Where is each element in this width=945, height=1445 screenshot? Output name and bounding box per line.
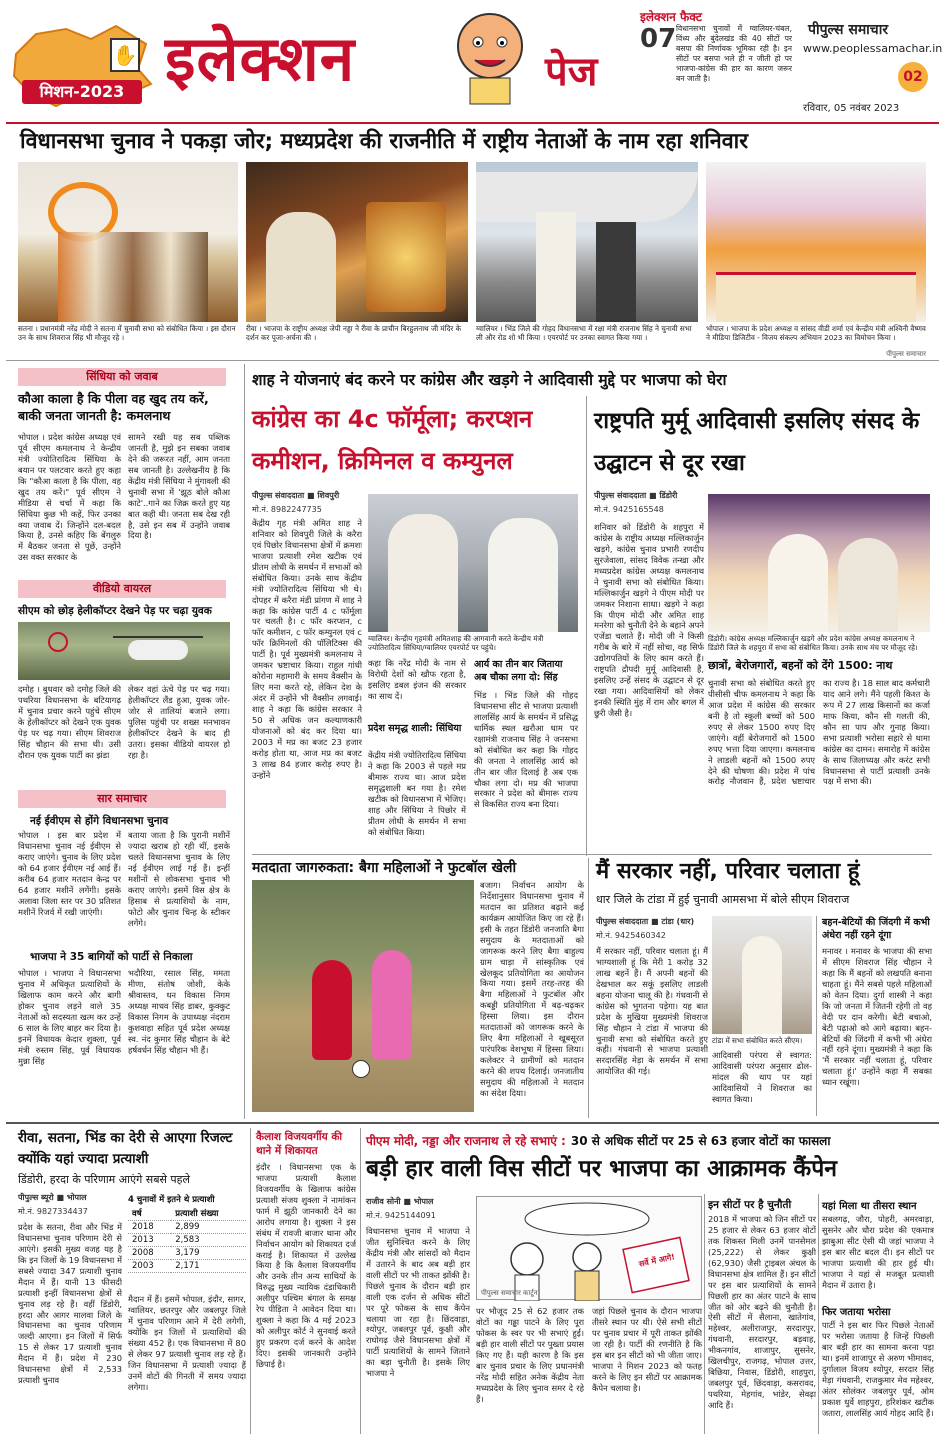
page-number: 02 (898, 62, 928, 92)
dhar-byline: पीपुल्स संवाददाता ■ टांडा (धार) (596, 917, 695, 926)
scindia-headline: कौआ काला है कि पीला वह खुद तय करें, बाकी जनता जानती है: कमलनाथ (18, 391, 209, 423)
website-link[interactable]: www.peoplessamachar.in (803, 42, 943, 55)
campaign-mob: मो.नं. 9425144091 (366, 1211, 436, 1220)
congress-4c-headline: कांग्रेस का 4c फॉर्मूला; करप्शन कमीशन, क्रिमिनल व कम्युनल (252, 405, 533, 475)
fact-heading: इलेक्शन फैक्ट (640, 10, 702, 24)
center-kicker: शाह ने योजनाएं बंद करने पर कांग्रेस और खड़गे ने आदिवासी मुद्दे पर भाजपा को घेरा (252, 371, 727, 389)
table-header-row (128, 1207, 246, 1221)
dhar-side-body: मनावर । मनावर के भाजपा की सभा में सीएम शिवराज सिंह चौहान ने कहा कि मैं बहनों को लखपति बनाना चाहता हूं। मैंने सबसे पहले महिलाओं को वेतन दिया। दुर्गा शास्त्री ने कहा कि जो जनता में जितनी रहेगी तो वह वेदी पर दान करेगी। बेटी बचाओ, बेटी पढ़ाओ को आगे बढ़ाया। बहन-बेटियों की जिंदगी में कभी भी अंधेरा नहीं रहने दूंगा। मुख्यमंत्री ने कहा कि 'मैं सरकार नहीं चलाता हूं, परिवार चलाता हूं।' उन्होंने कहा मैं सबका ध्यान रखूंगा। (822, 946, 932, 1088)
caption-gwalior: ग्वालियर । भिंड जिले की गोहद विधानसभा में रक्षा मंत्री राजनाथ सिंह ने चुनावी सभा ली और रोड शो भी किया । एयरपोर्ट पर उनका स्वागत किया गया । (476, 324, 692, 342)
seats-body: 2018 में भाजपा को जिन सीटों पर 25 हजार से लेकर 63 हजार वोटों तक शिकस्त मिली उनमें पानसेमल (25,222) से लेकर कुक्षी (62,930) जैसी ट्राइबल अंचल के विधानसभा क्षेत्र शामिल हैं। इन सीटों पर इस बार प्रत्याशियों के सामने पिछली हार का अंतर पाटने के साथ जीत को ओर बढ़ने की चुनौती है। ऐसी सीटों में सैलाना, खातेगांव, महेश्वर, अलीराजपुर, सरदारपुर, गंधवानी, सरदारपुर, बड़वाह, भीकनगांव, शाजापुर, सुसनेर, खिलचीपुर, राजगढ़, भोपाल उत्तर, बिछिया, निवास, डिंडोरी, शाहपुरा, जबलपुर पूर्व, छिंदवाड़ा, कसरावद, पथरिया, मेहगांव, भांडेर, सेवढ़ा आदि हैं। (708, 1214, 816, 1410)
table-row (128, 1247, 246, 1260)
table-cell-year: 2003 (128, 1260, 171, 1273)
center-divider (586, 396, 587, 856)
campaign-body-2: पर भौजूद 25 से 62 हजार तक वोटों का गड्ढा पाटने के लिए पूरा फोकस के स्वर पर भी सभाएं हुईं। बड़ी हार वाली सीटों पर पुख्ता प्रयास किए गए हैं। यही कारण है कि इस बार चुनाव प्रचार के लिए प्रधानमंत्री नरेंद्र मोदी सहित अनेक केंद्रीय नेता मध्यप्रदेश के लिए चुनाव समर दे रहे हैं। (476, 1306, 584, 1404)
mission-badge: मिशन-2023 (22, 80, 142, 104)
video-tag: वीडियो वायरल (18, 580, 226, 598)
table-cell-count: 2,583 (171, 1234, 246, 1247)
masthead-divider (6, 122, 939, 124)
campaign-byline: राजीव सोनी ■ भोपाल (366, 1197, 434, 1206)
evm-body-2: बताया जाता है कि पुरानी मशीनें ज्यादा खराब हो रही थीं, इसके चलते विधानसभा चुनाव के लिए नई ईवीएम लाई गई हैं। इन्हीं मशीनों से लोकसभा चुनाव भी कराए जाएंगे। इसमें विस क्षेत्र के हिसाब से प्रत्याशियों के नाम, फोटो और चुनाव चिन्ह के स्टीकर लगेंगे। (128, 830, 230, 928)
arya-sub-heading: आर्य का तीन बार जिताया अब चौका लगा दो: सिंह (474, 659, 563, 683)
shivraj-caption: टांडा में सभा संबोधित करते सीएम। (712, 1036, 803, 1045)
murmu-headline: राष्ट्रपति मुर्मू आदिवासी इसलिए संसद के उद्घाटन से दूर रखा (594, 408, 920, 476)
issue-date: रविवार, 05 नवंबर 2023 (803, 103, 900, 114)
photo-bhopal (706, 162, 926, 322)
table-row (128, 1260, 246, 1273)
publisher-name: पीपुल्स समाचार (808, 22, 889, 38)
dhar-mob: मो.नं. 9425460342 (596, 931, 666, 940)
video-body-1: दमोह । बुधवार को दमोह जिले की पथरिया विधानसभा के बटियागढ़ में चुनाव प्रचार करने पहुंचे सीएम के हेलीकॉप्टर को देखने एक युवक पेड़ पर चढ़ गया। सीएम शिवराज सिंह चौहान की सभा थी। उसी दौरान एक युवक पार्टी का झंडा (18, 684, 121, 760)
seats-headline: इन सीटों पर है चुनौती (708, 1199, 792, 1211)
table-cell-count: 2,899 (171, 1221, 246, 1234)
shivpuri-mob: मो.नं. 8982247735 (252, 505, 322, 514)
cartoon-label: पीपुल्स समाचार कार्टून (481, 1289, 538, 1297)
photo-shah-scindia (368, 494, 578, 632)
evm-headline: नई ईवीएम से होंगे विधानसभा चुनाव (30, 815, 169, 827)
dhar-subheading: धार जिले के टांडा में हुई चुनावी आमसभा में बोले सीएम शिवराज (596, 893, 850, 906)
dhar-headline: मैं सरकार नहीं, परिवार चलाता हूं (596, 859, 860, 884)
table-cell-count: 3,179 (171, 1247, 246, 1260)
table-row (128, 1221, 246, 1234)
scindia-sub-heading: प्रदेश समृद्ध शाली: सिंधिया (368, 723, 462, 734)
football-body: बजाग। निर्वाचन आयोग के निर्देशानुसार विधानसभा चुनाव में मतदान का प्रतिशत बढ़ाने कई कार्यक्रम आयोजित किए जा रहे हैं। इसी के तहत डिंडोरी जनजाति बैगा समुदाय के मतदाताओं को जागरूक करने लिए बैगा बाहुल्य ग्राम चाड़ा में सांस्कृतिक एवं खेलकूद प्रतियोगिता का आयोजन किया गया। इसमें तरह-तरह की बैगा महिलाओं ने फुटबॉल और कबड्डी प्रतियोगिता में बढ़-चढ़कर हिस्सा लिया। इस दौरान मतदाताओं को जागरूक करने के लिए बैगा महिलाओं ने खूबसूरत पारंपरिक वेशभूषा में हिस्सा लिया। कलेक्टर ने ग्रामीणों को मतदान करने की शपथ दिलाई। जनजातीय समुदाय की महिलाओं ने मतदान का संदेश दिया। (480, 880, 584, 1098)
bottom-divider (6, 1122, 939, 1124)
arya-body: भिंड । भिंड जिले की गोहद विधानसभा सीट से भाजपा प्रत्याशी लालसिंह आर्य के समर्थन में प्रसिद्ध धार्मिक स्थल खरौआ धाम पर रक्षामंत्री राजनाथ सिंह ने जनसभा को संबोधित कर कहा कि गोहद की जनता ने लालसिंह आर्य को तीन बार जीत दिलाई है अब एक चौका लगा दो। मप्र की भाजपा सरकार ने प्रदेश को बीमारू राज्य से विकसित राज्य बना दिया। (474, 690, 578, 810)
result-byline: पीपुल्स ब्यूरो ■ भोपाल (18, 1193, 87, 1202)
trust-again-body: पार्टी ने इस बार फिर पिछले नेताओं पर भरोसा जताया है जिन्हें पिछली बार बड़ी हार का सामना करना पड़ा था। इनमें शाजापुर से अरुण भीमावद, दुर्गालाल विजय श्योपुर, सरदार सिंह मेड़ा गंधवानी, राजकुमार मेव महेश्वर, अंतर सोलंकर जबलपुर पूर्व, ओम प्रकाश धुर्वे शाहपुरा, हरिशंकर खटीक जतारा, लालसिंह आर्य गोहद आदि हैं। (822, 1320, 934, 1418)
top-divider (6, 360, 939, 361)
fact-number: 07 (640, 24, 677, 54)
table-header-count: प्रत्याशी संख्या (171, 1207, 246, 1221)
result-divider (250, 1128, 251, 1434)
result-mob: मो.नं. 9827334437 (18, 1207, 88, 1216)
campaign-body-3: जहां पिछले चुनाव के दौरान भाजपा तीसरे स्थान पर थी। ऐसे सभी सीटों पर चुनाव प्रचार में पूरी ताकत झोंकी जा रही है। पार्टी की रणनीति है कि इस बार इन सीटों को भी जीता जाए। भाजपा ने मिशन 2023 को फतह करने के लिए इन सीटों पर आक्रामक कैंपेन चलाया है। (592, 1306, 702, 1393)
dhar-body: मैं सरकार नहीं, परिवार चलाता हूं। मैं भाग्यशाली हूं कि मेरी 1 करोड़ 32 लाख बहनें हैं। मैं अपनी बहनों की देखभाल कर सकूं इसलिए लाडली बहना योजना चालू की है। गंधवानी से कांग्रेस को भुगतना पड़ेगा। यह बात प्रदेश के मुखिया मुख्यमंत्री शिवराज सिंह चौहान ने टांडा में भाजपा की चुनावी सभा को संबोधित करते हुए कही। गंधवानी से भाजपा प्रत्याशी सरदारसिंह मेड़ा के समर्थन में सभा आयोजित की गई। (596, 946, 708, 1077)
masthead (0, 0, 945, 122)
campaign-headline: बड़ी हार वाली विस सीटों पर भाजपा का आक्रामक कैंपेन (366, 1156, 838, 1182)
table-cell-count: 2,171 (171, 1260, 246, 1273)
caption-bhopal: भोपाल । भाजपा के प्रदेश अध्यक्ष व सांसद वीडी शर्मा एवं केन्द्रीय मंत्री अश्विनी वैष्णव ने मीडिया डिजिटीव - विजय संकल्प अभियान 2023 का विमोचन किया । (706, 324, 926, 342)
dindori-mob: मो.नं. 9425165548 (594, 505, 664, 514)
photo-rewa (246, 162, 468, 322)
football-divider (588, 858, 589, 1118)
result-body-1: प्रदेश के सतना, रीवा और भिंड में विधानसभा चुनाव परिणाम देरी से आएंगे। इसकी मुख्य वजह यह है कि इन जिलों के 19 विधानसभा में सबसे ज्यादा 347 प्रत्याशी चुनाव मैदान में हैं। यानी 13 फीसदी प्रत्याशी इन्हीं विधानसभा क्षेत्रों से चुनाव लड़ रहे हैं। वहीं डिंडोरी, हरदा और आगर मालवा जिले के विधानसभा का चुनाव परिणाम जल्दी आएगा। इन जिलों में सिर्फ 15 से लेकर 17 प्रत्याशी चुनाव मैदान में हैं। प्रदेश में 230 विधानसभा क्षेत्रों में 2,533 प्रत्याशी चुनाव (18, 1222, 122, 1386)
caption-rewa: रीवा । भाजपा के राष्ट्रीय अध्यक्ष जेपी नड्डा ने रीवा के प्राचीन बिरहुलनाथ जी मंदिर के दर्शन कर पूजा-अर्चना की । (246, 324, 462, 342)
table-cell-year: 2018 (128, 1221, 171, 1234)
scindia-body-2: सामने रखी यह सब पब्लिक जानती है, मुझे इन सबका जवाब देने की जरूरत नहीं, आम जनता सब जानती है। उल्लेखनीय है कि केंद्रीय मंत्री सिंधिया ने मुंगावली की चुनावी सभा में 'झूठ बोले कौआ काटे'..गाने का जिक्र करते हुए यह बात कही थी। जनता सब देख रही है, उसे इन सब में उन्होंने जवाब दिया है। (128, 432, 230, 541)
cartoon-sign-text: सर्वे में आगे! (638, 1252, 676, 1269)
fact-text: विधानसभा चुनावों में ग्वालियर-चंबल, विंध्य और बुंदेलखंड की 40 सीटों पर बसपा की निर्णायक भूमिका रही है। इन सीटों पर बसपा भले ही न जीती हो पर भाजपा-कांग्रेस की हार का कारण जरूर बन जाती है। (676, 24, 792, 84)
expel-body-2: भदौरिया, रसाल सिंह, ममता मीणा, संतोष जोशी, केके श्रीवास्तव, धन विकास निगम अध्यक्ष माधव सिंह डाबर, कुक्कुट विकास निगम के उपाध्यक्ष नंदराम कुशवाहा सहित पूर्व प्रदेश अध्यक्ष स्व. नंद कुमार सिंह चौहान के बेटे हर्षवर्धन सिंह चौहान भी हैं। (128, 968, 230, 1055)
photo-helicopter (18, 622, 230, 680)
photo-shivraj (712, 916, 812, 1034)
video-body-2: लेकर वहां ऊंचे पेड़ पर चढ़ गया। हेलीकॉप्टर लैंड हुआ, युवक जोर-जोर से तालियां बजाने लगा। पुलिस पहुंची पर शख्स मनभावन हेलीकॉप्टर देखने के बाद ही उतरा। इसका वीडियो वायरल हो रहा है। (128, 684, 230, 760)
top-credit: पीपुल्स समाचार (886, 350, 926, 358)
dhar-body-2: आदिवासी परंपरा से स्वागत: आदिवासी परंपरा अनुसार ढोल-मांदल की थाप पर यहां आदिवासियों ने शिवराज का स्वागत किया। (712, 1050, 812, 1104)
caption-satna: सतना । प्रधानमंत्री नरेंद्र मोदी ने सतना में चुनावी सभा को संबोधित किया । इस दौरान उन के साथ शिवराज सिंह भी मौजूद रहे । (18, 324, 236, 342)
dindori-byline: पीपुल्स संवाददाता ■ डिंडोरी (594, 491, 678, 500)
shah-middle-body: कहा कि नरेंद्र मोदी के नाम से विरोधी देशों को खौफ रहता है, इसलिए डबल इंजन की सरकार का साथ दें। (368, 658, 466, 701)
campaign-kicker-row (366, 1130, 936, 1152)
left-col-divider (244, 364, 245, 1119)
candidates-table-box (128, 1194, 246, 1290)
photo-satna (18, 162, 238, 322)
scindia-tag: सिंधिया को जवाब (18, 368, 226, 386)
top-headline: विधानसभा चुनाव ने पकड़ा जोर; मध्यप्रदेश की राजनीति में राष्ट्रीय नेताओं के नाम रहा शनिवार (20, 129, 749, 154)
scindia-body-1: भोपाल । प्रदेश कांग्रेस अध्यक्ष एवं पूर्व सीएम कमलनाथ ने केन्द्रीय मंत्री ज्योतिरादित्य सिंधिया के बयान पर पलटवार करते हुए कहा कि "कौआ काला है कि पीला, वह खुद तय करें।" पूर्व सीएम ने मीडिया से चर्चा में कहा कि सिंधिया कुछ भी कहें, फिर उनका क्या जवाब दें। जिन्होंने दल-बदल किया है, उनसे कहिए कि बेंगलुरु में बैठकर जनता से पूछें, उन्होंने उस वक्त सरकार के (18, 432, 121, 562)
saar-tag: सार समाचार (18, 790, 226, 808)
result-subheading: डिंडोरी, हरदा के परिणाम आएंगे सबसे पहले (18, 1173, 190, 1186)
third-place-headline: यहां मिला था तीसरा स्थान (822, 1201, 917, 1212)
table-cell-year: 2013 (128, 1234, 171, 1247)
title-right: पेज (545, 49, 598, 95)
shah-photo-caption: ग्वालियर। केन्द्रीय गृहमंत्री अमितशाह की आगवानी करते केन्द्रीय मंत्री ज्योतिरादित्य सिंधिया/ग्वालियर एयरपोर्ट पर पहुंचे। (368, 634, 544, 652)
left-column (18, 364, 238, 1119)
cartoon-drawing-icon (477, 1197, 703, 1301)
expel-body-1: भोपाल । भाजपा ने विधानसभा चुनाव में अधिकृत प्रत्याशियों के खिलाफ काम करने और बागी होकर चुनाव लड़ने वाले 35 नेताओं को सदस्यता खत्म कर उन्हें 6 साल के लिए बाहर कर दिया है। इनमें विधायक केदार शुक्ला, पूर्व मंत्री रुस्तम सिंह, पूर्व विधायक मुन्ना सिंह (18, 968, 121, 1066)
center-bottom-divider (252, 854, 932, 855)
third-place-body: सबलगढ़, जौरा, पोहरी, अमरवाड़ा, सुसनेर और धौरा प्रदेश की एकमात्र झाबुआ सीट ऐसी थी जहां भाजपा ने इस बार सीट बदल दी। इन सीटों पर भाजपा प्रत्याशी की हार हुई थी। भाजपा ने यहां से मजबूत प्रत्याशी मैदान में उतारा है। (822, 1214, 934, 1290)
video-headline: सीएम को छोड़ हेलीकॉप्टर देखने पेड़ पर चढ़ा युवक (18, 605, 212, 617)
dhar-side-headline: बहन-बेटियों की जिंदगी में कभी अंधेरा नहीं रहने दूंगा (822, 917, 930, 941)
seats-divider (704, 1194, 705, 1434)
table-cell-year: 2008 (128, 1247, 171, 1260)
result-body-2: मैदान में हैं। इसमें भोपाल, इंदौर, सागर, ग्वालियर, छतरपुर और जबलपुर जिले में चुनाव परिणाम आने में देरी लगेगी, क्योंकि इन जिलों में प्रत्याशियों की संख्या 452 है। एक विधानसभा में 80 से लेकर 97 प्रत्याशी चुनाव लड़ रहे हैं। जिन विधानसभा में प्रत्याशी ज्यादा हैं उनमें वोटों की गिनती में समय ज्यादा लगेगा। (128, 1294, 246, 1392)
photo-gwalior (476, 162, 698, 322)
candidates-table (128, 1207, 246, 1273)
kailash-divider (360, 1128, 361, 1434)
shivpuri-byline: पीपुल्स संवाददाता ■ शिवपुरी (252, 491, 340, 500)
shah-body: केंद्रीय गृह मंत्री अमित शाह ने शनिवार को शिवपुरी जिले के करैरा एवं पिछोर विधानसभा क्षेत्रों में क्रमशः भाजपा प्रत्याशी रमेश खटीक एवं प्रीतम लोधी के समर्थन में सभाओं को संबोधित किया। उनके साथ केंद्रीय मंत्री ज्योतिरादित्य सिंधिया भी थे। दोपहर में करैरा मंडी प्रांगण में शाह ने कहा कि कांग्रेस पार्टी 4 c फॉर्मूला पर चलती है। c फॉर करप्शन, c फॉर कमीशन, c फॉर कम्युनल एवं c फॉर क्रिमिनलों की पॉलिटिक्स की पार्टी है। पूर्व मुख्यमंत्री कमलनाथ ने जमकर भ्रष्टाचार किया। राहुल गांधी कोरोना महामारी के समय वैक्सीन के लिए मना करते रहे, लेकिन देश के अंदर में उन्होंने भी वैक्सीन लगवाई। शाह ने कहा कि कांग्रेस सरकार ने 50 से अधिक जन कल्याणकारी योजनाओं को बंद कर दिया था। 2003 में मप्र का बजट 23 हजार करोड़ होता था, आज मप्र का बजट 3 लाख 84 हजार करोड़ रुपए है। उन्होंने (252, 518, 362, 780)
campaign-kicker: पीएम मोदी, नड्डा और राजनाथ ले रहे सभाएं : (366, 1134, 566, 1148)
cartoon-face-icon (440, 6, 540, 106)
kharge-caption: डिंडोरी। कांग्रेस अध्यक्ष मल्लिकार्जुन खड़गे और प्रदेश कांग्रेस अध्यक्ष कमलनाथ ने डिंडोरी जिले के शहपुरा में सभा को संबोधित किया। उनके साथ मंच पर मौजूद रहे। (708, 634, 918, 652)
photo-kharge (708, 494, 930, 632)
chhatron-headline: छात्रों, बेरोजगारों, बहनों को देंगे 1500: नाथ (708, 659, 893, 672)
table-row (128, 1234, 246, 1247)
kailash-headline: कैलाश विजयवर्गीय की थाने में शिकायत (256, 1131, 343, 1157)
trust-again-headline: फिर जताया भरोसा (822, 1307, 891, 1318)
scindia-sub-body: केंद्रीय मंत्री ज्योतिरादित्य सिंधिया ने कहा कि 2003 से पहले मप्र बीमारू राज्य था। आज प्रदेश समृद्धशाली बन गया है। रमेश खटीक को विधानसभा में भेजिए। शाह और सिंधिया ने पिछोर में प्रीतम लोधी के समर्थन में सभा को संबोधित किया। (368, 750, 466, 837)
campaign-kicker-2: 30 से अधिक सीटों पर 25 से 63 हजार वोटों का फासला (570, 1134, 831, 1148)
expel-headline: भाजपा ने 35 बागियों को पार्टी से निकाला (30, 951, 193, 963)
photo-football (252, 880, 474, 1112)
dhar-side-divider (816, 916, 817, 1116)
kharge-body: शनिवार को डिंडोरी के शहपुरा में कांग्रेस के राष्ट्रीय अध्यक्ष मल्लिकार्जुन खड़गे, कांग्रेस चुनाव प्रभारी रणदीप सुरजेवाला, सांसद विवेक तन्खा और मध्यप्रदेश कांग्रेस अध्यक्ष कमलनाथ ने चुनावी सभा को संबोधित किया। मल्लिकार्जुन खड़गे ने पीएम मोदी पर जमकर निशाना साधा। खड़गे ने कहा कि पीएम मोदी और अमित शाह मनरेगा को चुनौती देने के बहाने अपने एजेंडा चलाते हैं। मोदी जी ने किसी गरीब के बारे में नहीं सोचा, वह सिर्फ उद्योगपतियों के लिए काम करते हैं। राष्ट्रपति द्रौपदी मुर्मू आदिवासी हैं, इसलिए उन्हें संसद के उद्घाटन से दूर रखा गया। आदिवासियों को लेकर इनकी स्थिति मुंह में राम और बगल में छुरी जैसी है। (594, 522, 704, 718)
kailash-body: इंदौर । विधानसभा एक के भाजपा प्रत्याशी कैलाश विजयवर्गीय के खिलाफ कांग्रेस प्रत्याशी संजय शुक्ला ने नामांकन फार्म में झूठी जानकारी देने का आरोप लगाया है। शुक्ला ने इस संबंध में रावजी बाजार थाना और निर्वाचन आयोग को शिकायत दर्ज कराई है। शिकायत में उल्लेख किया है कि कैलाश विजयवर्गीय और उनके तीन अन्य साथियों के विरुद्ध मुख्य न्यायिक दंडाधिकारी अलीपुर पश्चिम बंगाल के समक्ष रेप पीड़िता ने आवेदन दिया था। शुक्ला ने कहा कि 4 मई 2023 को अलीपुर कोर्ट ने सुनवाई करते हुए प्रकरण दर्ज करने के आदेश दिए। इसकी जानकारी उन्होंने छिपाई है। (256, 1162, 356, 1369)
third-divider (818, 1194, 819, 1434)
evm-body-1: भोपाल । इस बार प्रदेश में विधानसभा चुनाव नई ईवीएम से कराए जाएंगे। चुनाव के लिए प्रदेश को 64 हजार ईवीएम नई आई हैं। करीब 64 हजार मतदान केन्द्र पर 64 हजार मशीनें लगेंगी। इसके अलावा जिला स्तर पर 30 प्रतिशत मशीनें रिजर्व में रखी जाएंगी। (18, 830, 121, 917)
cartoon-box (476, 1196, 702, 1300)
ballot-icon: ✋ (110, 38, 140, 72)
campaign-body-1: विधानसभा चुनाव में भाजपा ने जीत सुनिश्चित करने के लिए केंद्रीय मंत्री और सांसदों को मैदान में उतारने के बाद अब बड़ी हार वाली सीटों पर भी ताकत झोंकी है। पिछले चुनाव के दौरान बड़ी हार वाली एक दर्जन से अधिक सीटों पर पूरे फोकस के साथ कैंपेन चलाया जा रहा है। छिंदवाड़ा, श्योपुर, जबलपुर पूर्व, कुक्षी और राघोगढ़ जैसे विधानसभा क्षेत्रों में पार्टी प्रत्याशियों के सामने जिताने का बड़ा चुनौती है। इसके लिए भाजपा ने (366, 1226, 470, 1379)
result-headline: रीवा, सतना, भिंड का देरी से आएगा रिजल्ट क्योंकि यहां ज्यादा प्रत्याशी (18, 1130, 233, 1167)
chhatron-body-1: चुनावी सभा को संबोधित करते हुए पीसीसी चीफ कमलनाथ ने कहा कि आज प्रदेश में कांग्रेस की सरकार बनी है तो स्कूली बच्चों को 500 रुपए से लेकर 1500 रुपए दिए जाएंगे। वहीं बेरोजगारों को 1500 रुपए भत्ता दिया जाएगा। कमलनाथ ने लाडली बहनों को 1500 रुपए देने की घोषणा की। प्रदेश में पांच करोड़ नौजवान हैं, प्रदेश भ्रष्टाचार का राज्य है। 18 साल बाद कर्मचारी याद आने लगे। मैंने पहली किश्त के रूप में 27 लाख किसानों का कर्जा माफ किया, कौन सी गलती की, कौन सा पाप और गुनाह किया। सभा प्रत्याशी भरोसा सहारे से थामा कांग्रेस का दामन। समारोह में कांग्रेस के साथ जिलाध्यक्ष और करंट सभी विधानसभा से पार्टी प्रत्याशी उनके पक्ष में सभा की। (708, 678, 930, 787)
table-header-year: वर्ष (128, 1207, 171, 1221)
candidates-table-title: 4 चुनावों में इतने थे प्रत्याशी (128, 1195, 215, 1205)
title-left: इलेक्शन (165, 22, 356, 95)
football-headline: मतदाता जागरुकता: बैगा महिलाओं ने फुटबॉल खेली (252, 860, 517, 876)
